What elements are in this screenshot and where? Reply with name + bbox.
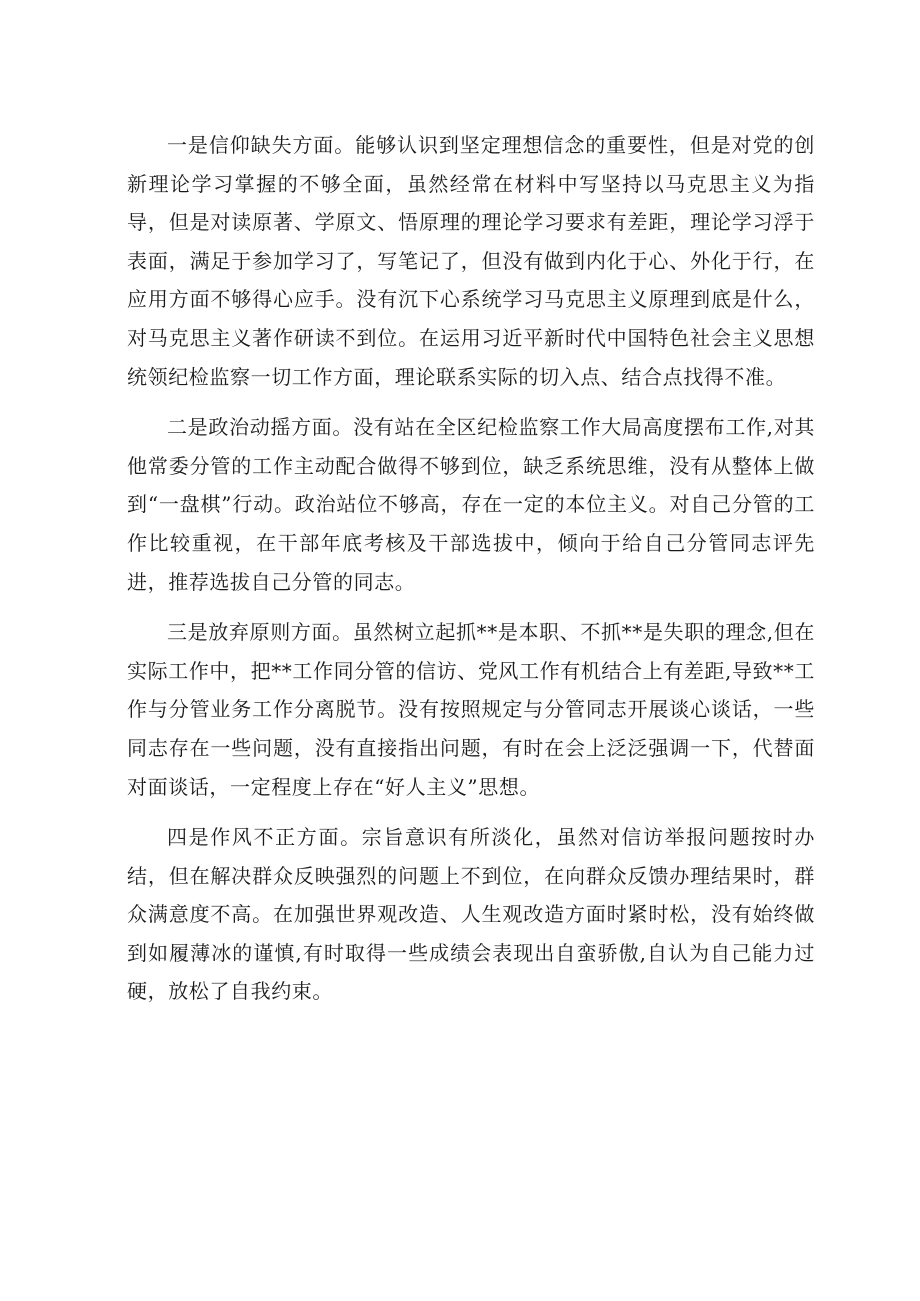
paragraph-principles: 三是放弃原则方面。虽然树立起抓**是本职、不抓**是失职的理念,但在实际工作中，把**工作同分管的信访、党风工作有机结合上有差距,导致**工作与分管业务工作分离脱节。没有按照规定与分管同志开展谈心谈话，一些同志存在一些问题，没有直接指出问题，有时在会上泛泛强调一下，代替面对面谈话，一定程度上存在“好人主义”思想。	[127, 620, 815, 799]
paragraph-politics: 二是政治动摇方面。没有站在全区纪检监察工作大局高度摆布工作,对其他常委分管的工作主动配合做得不够到位，缺乏系统思维，没有从整体上做到“一盘棋”行动。政治站位不够高，存在一定的本位主义。对自己分管的工作比较重视，在干部年底考核及干部选拔中，倾向于给自己分管同志评先进，推荐选拔自己分管的同志。	[127, 415, 815, 594]
document-body	[127, 126, 815, 1011]
paragraph-work-style: 四是作风不正方面。宗旨意识有所淡化，虽然对信访举报问题按时办结，但在解决群众反映强烈的问题上不到位，在向群众反馈办理结果时，群众满意度不高。在加强世界观改造、人生观改造方面时紧时松，没有始终做到如履薄冰的谨慎,有时取得一些成绩会表现出自蛮骄傲,自认为自己能力过硬，放松了自我约束。	[127, 825, 815, 1004]
paragraph-faith: 一是信仰缺失方面。能够认识到坚定理想信念的重要性，但是对党的创新理论学习掌握的不够全面，虽然经常在材料中写坚持以马克思主义为指导，但是对读原著、学原文、悟原理的理论学习要求有差距，理论学习浮于表面，满足于参加学习了，写笔记了，但没有做到内化于心、外化于行，在应用方面不够得心应手。没有沉下心系统学习马克思主义原理到底是什么，对马克思主义著作研读不到位。在运用习近平新时代中国特色社会主义思想统领纪检监察一切工作方面，理论联系实际的切入点、结合点找得不准。	[127, 133, 815, 389]
